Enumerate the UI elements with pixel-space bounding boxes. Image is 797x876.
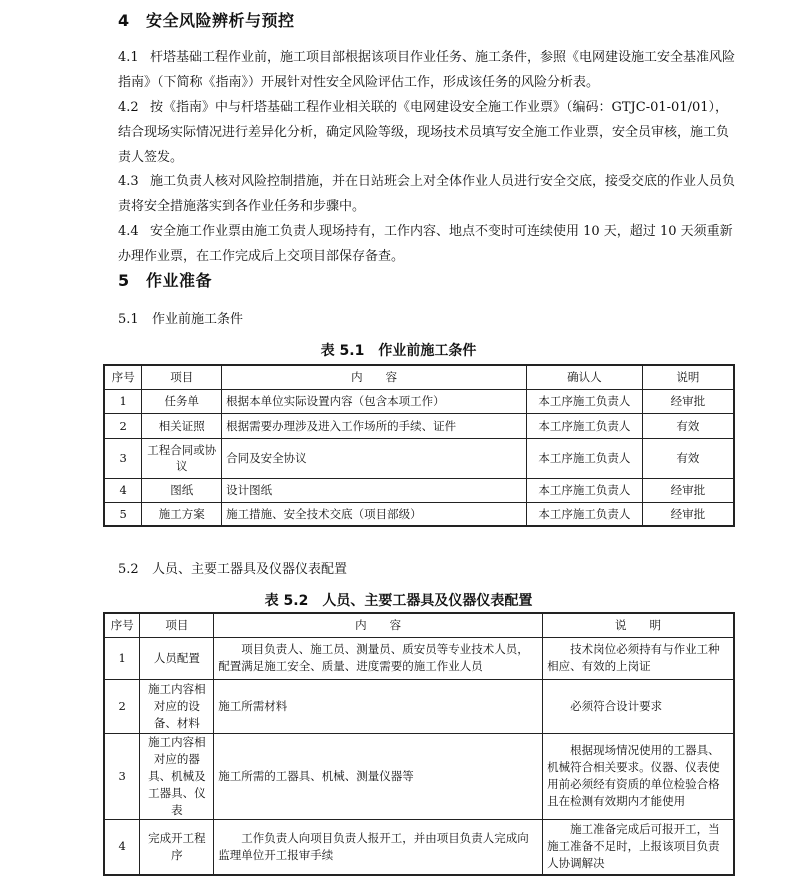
- cell-confirm: 本工序施工负责人: [527, 389, 643, 413]
- header-cell: 内 容: [214, 613, 543, 637]
- cell-note: 必须符合设计要求: [543, 679, 734, 733]
- paragraph-text: 施工负责人核对风险控制措施，并在日站班会上对全体作业人员进行安全交底，接受交底的作业人员负责将安全措施落实到各作业任务和步骤中。: [118, 174, 736, 214]
- cell-content: 工作负责人向项目负责人报开工，并由项目负责人完成向监理单位开工报审手续: [214, 819, 543, 875]
- paragraph-4-4: [118, 219, 738, 269]
- cell-no: 3: [104, 733, 140, 819]
- paragraph-number: 4.2: [118, 100, 139, 115]
- cell-item: 图纸: [142, 478, 222, 502]
- cell-item: 任务单: [142, 389, 222, 413]
- cell-content: 施工措施、安全技术交底（项目部级）: [222, 502, 527, 526]
- header-cell: 项目: [140, 613, 214, 637]
- cell-note: 经审批: [642, 389, 734, 413]
- table-row: [104, 819, 734, 875]
- cell-no: 1: [104, 637, 140, 679]
- table-header-row: [104, 613, 734, 637]
- cell-note: 经审批: [642, 502, 734, 526]
- header-cell: 确认人: [527, 365, 643, 389]
- paragraph-number: 4.4: [118, 224, 139, 239]
- subsection-title: 作业前施工条件: [152, 312, 244, 327]
- subsection-5-1: [118, 308, 243, 327]
- cell-content: 合同及安全协议: [222, 438, 527, 478]
- paragraph-4-2: [118, 95, 738, 170]
- cell-no: 5: [104, 502, 142, 526]
- section-number: 4: [118, 11, 130, 30]
- table-5-1-caption: 表 5.1 作业前施工条件: [320, 343, 477, 359]
- cell-note: 经审批: [642, 478, 734, 502]
- cell-confirm: 本工序施工负责人: [527, 413, 643, 438]
- cell-content: 项目负责人、施工员、测量员、质安员等专业技术人员，配置满足施工安全、质量、进度需要的施工作业人员: [214, 637, 543, 679]
- cell-no: 3: [104, 438, 142, 478]
- table-row: [104, 478, 734, 502]
- subsection-number: 5.1: [118, 312, 139, 327]
- cell-item: 施工内容相对应的器具、机械及工器具、仪表: [140, 733, 214, 819]
- cell-note: 技术岗位必须持有与作业工种相应、有效的上岗证: [543, 637, 734, 679]
- table-row: [104, 679, 734, 733]
- cell-no: 1: [104, 389, 142, 413]
- subsection-5-2: [118, 558, 347, 577]
- section-title: 作业准备: [146, 271, 213, 290]
- cell-item: 施工方案: [142, 502, 222, 526]
- section-title: 安全风险辨析与预控: [146, 11, 295, 30]
- section-5-heading: [118, 268, 212, 291]
- table-row: [104, 502, 734, 526]
- table-row: [104, 413, 734, 438]
- cell-confirm: 本工序施工负责人: [527, 478, 643, 502]
- cell-item: 人员配置: [140, 637, 214, 679]
- paragraph-4-3: [118, 169, 738, 219]
- paragraph-text: 安全施工作业票由施工负责人现场持有，工作内容、地点不变时可连续使用 10 天，超过 10 天须重新办理作业票，在工作完成后上交项目部保存备查。: [118, 224, 733, 264]
- section-number: 5: [118, 271, 130, 290]
- cell-content: 施工所需的工器具、机械、测量仪器等: [214, 733, 543, 819]
- cell-no: 2: [104, 413, 142, 438]
- cell-content: 施工所需材料: [214, 679, 543, 733]
- paragraph-text: 杆塔基础工程作业前，施工项目部根据该项目作业任务、施工条件，参照《电网建设施工安全基准风险指南》（下简称《指南》）开展针对性安全风险评估工作，形成该任务的风险分析表。: [118, 50, 736, 90]
- paragraph-number: 4.1: [118, 50, 139, 65]
- paragraph-text: 按《指南》中与杆塔基础工程作业相关联的《电网建设安全施工作业票》（编码：GTJC-01-01/01），结合现场实际情况进行差异化分析，确定风险等级，现场技术员填写安全施工作业票，安全员审核，施工负责人签发。: [118, 100, 730, 165]
- header-cell: 项目: [142, 365, 222, 389]
- table-5-2-caption: 表 5.2 人员、主要工器具及仪器仪表配置: [264, 593, 533, 609]
- table-header-row: [104, 365, 734, 389]
- table-row: [104, 637, 734, 679]
- section-4-heading: [118, 8, 295, 31]
- table-row: [104, 733, 734, 819]
- cell-item: 完成开工程序: [140, 819, 214, 875]
- cell-no: 2: [104, 679, 140, 733]
- table-row: [104, 389, 734, 413]
- cell-no: 4: [104, 819, 140, 875]
- cell-content: 设计图纸: [222, 478, 527, 502]
- table-5-1: [103, 364, 735, 527]
- cell-content: 根据需要办理涉及进入工作场所的手续、证件: [222, 413, 527, 438]
- header-cell: 内 容: [222, 365, 527, 389]
- cell-item: 相关证照: [142, 413, 222, 438]
- paragraph-number: 4.3: [118, 174, 139, 189]
- cell-confirm: 本工序施工负责人: [527, 438, 643, 478]
- table-5-2: [103, 612, 735, 876]
- header-cell: 序号: [104, 613, 140, 637]
- subsection-title: 人员、主要工器具及仪器仪表配置: [152, 562, 348, 577]
- cell-note: 根据现场情况使用的工器具、机械符合相关要求。仪器、仪表使用前必须经有资质的单位检验合格且在检测有效期内才能使用: [543, 733, 734, 819]
- header-cell: 说 明: [543, 613, 734, 637]
- cell-item: 工程合同或协议: [142, 438, 222, 478]
- cell-confirm: 本工序施工负责人: [527, 502, 643, 526]
- cell-item: 施工内容相对应的设备、材料: [140, 679, 214, 733]
- cell-no: 4: [104, 478, 142, 502]
- header-cell: 说明: [642, 365, 734, 389]
- cell-content: 根据本单位实际设置内容（包含本项工作）: [222, 389, 527, 413]
- header-cell: 序号: [104, 365, 142, 389]
- cell-note: 有效: [642, 438, 734, 478]
- cell-note: 有效: [642, 413, 734, 438]
- paragraph-4-1: [118, 45, 738, 95]
- table-row: [104, 438, 734, 478]
- subsection-number: 5.2: [118, 562, 139, 577]
- cell-note: 施工准备完成后可报开工，当施工准备不足时，上报该项目负责人协调解决: [543, 819, 734, 875]
